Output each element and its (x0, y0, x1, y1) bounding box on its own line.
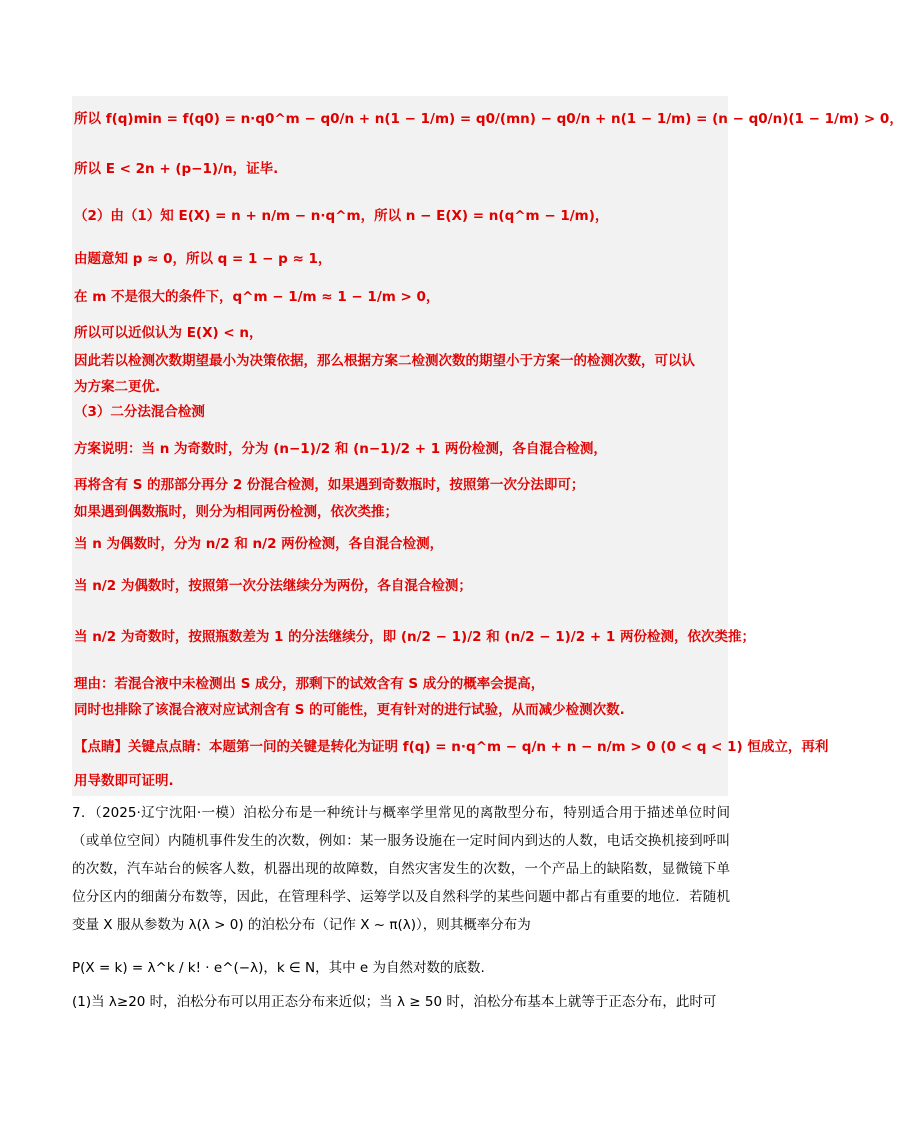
solution-line-16: 理由：若混合液中未检测出 S 成分，那剩下的试效含有 S 成分的概率会提高， (74, 676, 545, 692)
solution-line-11: 再将含有 S 的那部分再分 2 份混合检测，如果遇到奇数瓶时，按照第一次分法即可； (74, 477, 585, 493)
part-1-text: (1)当 λ≥20 时，泊松分布可以用正态分布来近似；当 λ ≥ 50 时，泊松分布基本上就等于正态分布，此时可 (72, 994, 717, 1010)
solution-line-3: （2）由（1）知 E(X) = n + n/m − n·q^m，所以 n − E(X) = n(q^m − 1/m)， (74, 208, 609, 224)
solution-line-10: 方案说明：当 n 为奇数时，分为 (n−1)/2 和 (n−1)/2 + 1 两份检测，各自混合检测， (74, 441, 607, 457)
problem-7-paragraph: 7．（2025·辽宁沈阳·一模）泊松分布是一种统计与概率学里常见的离散型分布，特别适合用于描述单位时间（或单位空间）内随机事件发生的次数，例如：某一服务设施在一定时间内到达的人数，电话交换机接到呼叫的次数，汽车站台的候客人数，机器出现的故障数，自然灾害发生的次数，一个产品上的缺陷数，显微镜下单位分区内的细菌分布数等，因此，在管理科学、运筹学以及自然科学的某些问题中都占有重要的地位．若随机变量 X 服从参数为 λ(λ > 0) 的泊松分布（记作 X ~ π(λ)），则其概率分布为 (72, 805, 730, 933)
solution-line-8: 为方案二更优. (74, 379, 161, 395)
solution-line-12: 如果遇到偶数瓶时，则分为相同两份检测，依次类推； (74, 504, 398, 520)
solution-line-15: 当 n/2 为奇数时，按照瓶数差为 1 的分法继续分，即 (n/2 − 1)/2 和 (n/2 − 1)/2 + 1 两份检测，依次类推； (74, 629, 755, 645)
solution-line-2: 所以 E < 2n + (p−1)/n，证毕. (74, 161, 279, 177)
solution-line-13: 当 n 为偶数时，分为 n/2 和 n/2 两份检测，各自混合检测， (74, 536, 444, 552)
solution-line-19: 用导数即可证明. (74, 773, 174, 789)
solution-line-18: 【点睛】关键点点睛：本题第一问的关键是转化为证明 f(q) = n·q^m − q/n + n − n/m > 0 (0 < q < 1) 恒成立，再利 (74, 739, 829, 755)
solution-line-7: 因此若以检测次数期望最小为决策依据，那么根据方案二检测次数的期望小于方案一的检测次数，可以认 (74, 353, 695, 369)
solution-line-4: 由题意知 p ≈ 0，所以 q = 1 − p ≈ 1， (74, 251, 332, 267)
solution-line-9: （3）二分法混合检测 (74, 404, 205, 420)
solution-line-5: 在 m 不是很大的条件下，q^m − 1/m ≈ 1 − 1/m > 0， (74, 289, 440, 305)
solution-line-14: 当 n/2 为偶数时，按照第一次分法继续分为两份，各自混合检测； (74, 578, 472, 594)
solution-line-1: 所以 f(q)min = f(q0) = n·q0^m − q0/n + n(1 − 1/m) = q0/(mn) − q0/n + n(1 − 1/m) = (n − q0/n)(1 − 1/m) > 0， (74, 111, 903, 127)
solution-line-17: 同时也排除了该混合液对应试剂含有 S 的可能性，更有针对的进行试验，从而减少检测次数. (74, 702, 625, 718)
poisson-formula: P(X = k) = λ^k / k! · e^(−λ)，k ∈ N，其中 e 为自然对数的底数. (72, 960, 485, 976)
solution-line-6: 所以可以近似认为 E(X) < n， (74, 325, 263, 341)
